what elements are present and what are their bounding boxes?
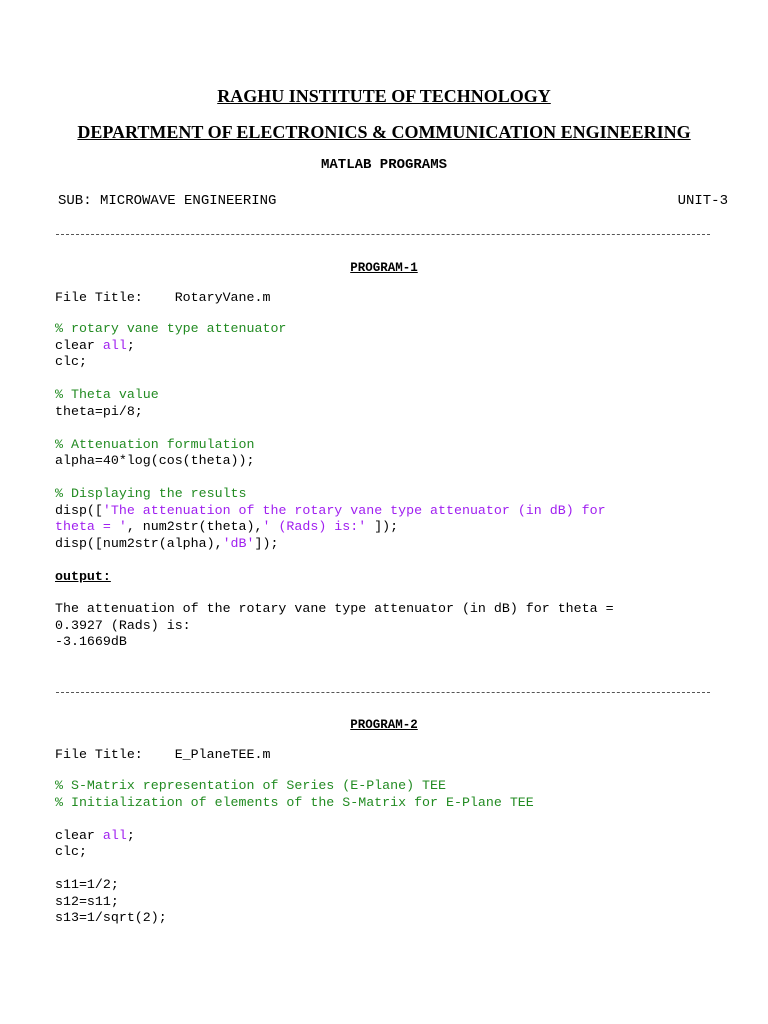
code-line: s12=s11; xyxy=(55,893,119,909)
institute-title: RAGHU INSTITUTE OF TECHNOLOGY xyxy=(217,86,551,106)
program-2-heading: PROGRAM-2 xyxy=(350,718,418,732)
file-title-value: E_PlaneTEE.m xyxy=(174,747,271,762)
unit-label: UNIT-3 xyxy=(677,193,728,209)
program-1-output xyxy=(55,601,614,651)
code-line: theta = ', num2str(theta),' (Rads) is:' ]); xyxy=(55,519,399,534)
code-line: s13=1/sqrt(2); xyxy=(55,910,167,925)
file-title-label: File Title: xyxy=(55,290,143,305)
code-line: disp(['The attenuation of the rotary vane type attenuator (in dB) for xyxy=(55,502,606,518)
code-comment: % rotary vane type attenuator xyxy=(55,321,287,336)
subject-label: SUB: MICROWAVE ENGINEERING xyxy=(58,193,277,209)
code-line: clc; xyxy=(55,844,87,859)
code-line: disp([num2str(alpha),'dB']); xyxy=(55,535,279,551)
code-comment: % Displaying the results xyxy=(55,486,247,501)
program-1-file-title xyxy=(55,290,270,307)
code-line: clear all; xyxy=(55,337,135,353)
file-title-label: File Title: xyxy=(55,747,143,762)
code-line: clear all; xyxy=(55,827,135,843)
output-label: output: xyxy=(55,569,111,584)
department-title: DEPARTMENT OF ELECTRONICS & COMMUNICATION ENGINEERING xyxy=(77,122,691,142)
code-comment: % S-Matrix representation of Series (E-Plane) TEE xyxy=(55,778,446,793)
code-comment: % Attenuation formulation xyxy=(55,436,255,452)
code-line: clc; xyxy=(55,354,87,369)
file-title-value: RotaryVane.m xyxy=(174,290,271,305)
output-line: 0.3927 (Rads) is: xyxy=(55,617,191,633)
doc-title: MATLAB PROGRAMS xyxy=(320,157,448,173)
program-2-code xyxy=(55,778,534,927)
code-line: theta=pi/8; xyxy=(55,403,143,419)
output-line: The attenuation of the rotary vane type attenuator (in dB) for theta = xyxy=(55,601,614,616)
output-line: -3.1669dB xyxy=(55,634,127,649)
program-1-code xyxy=(55,321,606,552)
code-line: alpha=40*log(cos(theta)); xyxy=(55,453,255,468)
divider-2 xyxy=(56,692,710,693)
program-2-file-title xyxy=(55,747,270,764)
divider-1 xyxy=(56,234,710,235)
code-line: s11=1/2; xyxy=(55,877,119,892)
program-1-heading: PROGRAM-1 xyxy=(350,261,418,275)
code-comment: % Initialization of elements of the S-Matrix for E-Plane TEE xyxy=(55,794,534,810)
code-comment: % Theta value xyxy=(55,387,159,402)
